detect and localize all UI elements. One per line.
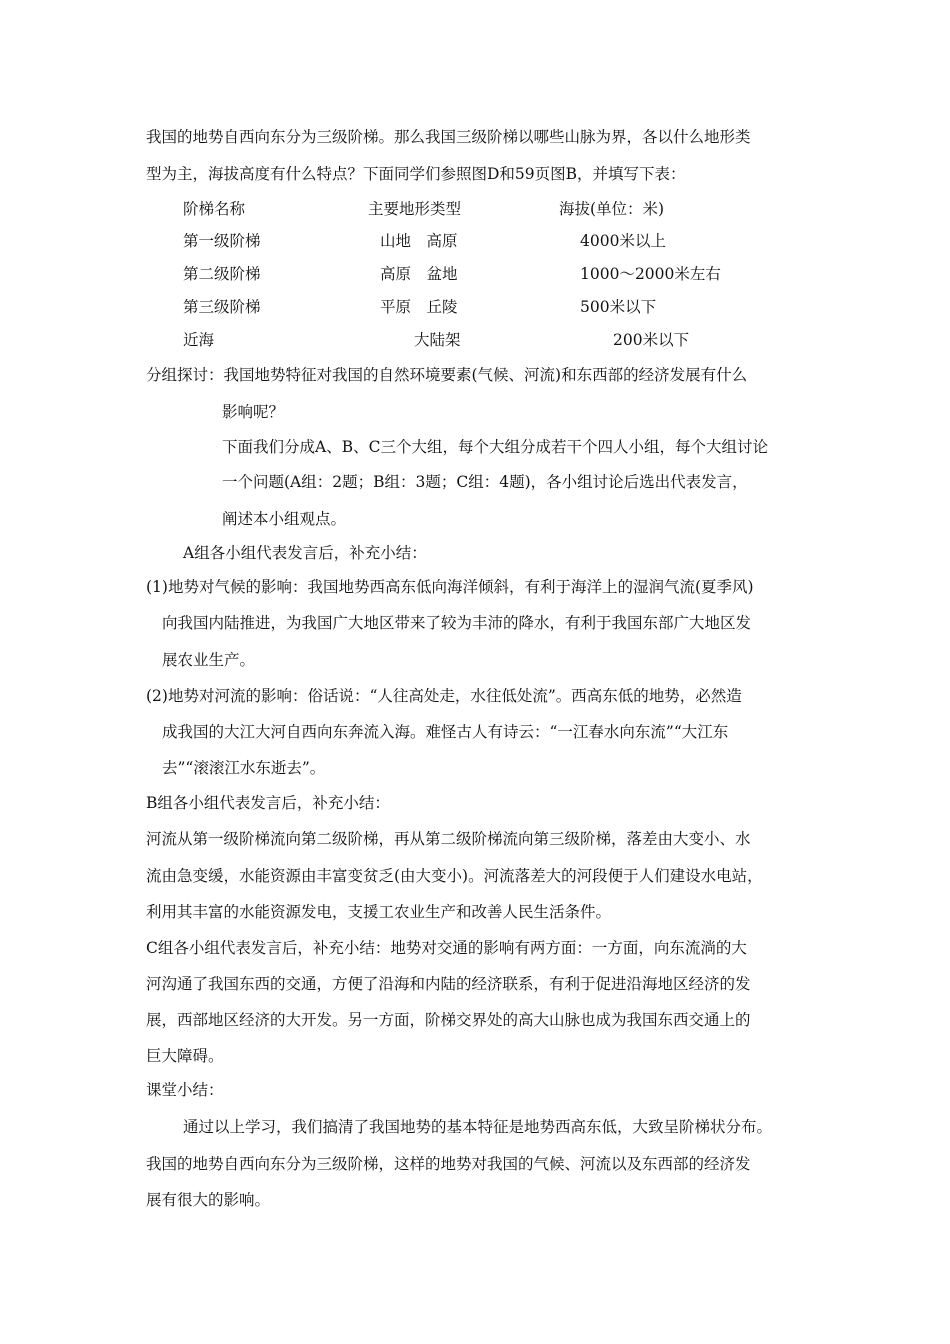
group-a-line: 成我国的大江大河自西向东奔流入海。难怪古人有诗云：“一江春水向东流”“大江东 [162,723,729,741]
table-cell: 第三级阶梯 [183,298,261,316]
group-a-line: (1)地势对气候的影响：我国地势西高东低向海洋倾斜，有利于海洋上的湿润气流(夏季风) [146,578,754,596]
summary-line: 通过以上学习，我们搞清了我国地势的基本特征是地势西高东低，大致呈阶梯状分布。 [183,1118,773,1136]
group-b-line: 河流从第一级阶梯流向第二级阶梯，再从第二级阶梯流向第三级阶梯，落差由大变小、水 [146,830,751,848]
group-c-line: C组各小组代表发言后，补充小结：地势对交通的影响有两方面：一方面，向东流淌的大 [146,939,747,957]
group-a-line: 向我国内陆推进，为我国广大地区带来了较为丰沛的降水，有利于我国东部广大地区发 [162,614,752,632]
discussion-line: 分组探讨：我国地势特征对我国的自然环境要素(气候、河流)和东西部的经济发展有什么 [146,366,748,384]
table-cell: 山地 高原 [380,232,458,250]
table-cell: 大陆架 [414,331,461,349]
intro-line: 我国的地势自西向东分为三级阶梯。那么我国三级阶梯以哪些山脉为界，各以什么地形类 [146,128,751,146]
table-cell: 近海 [183,331,215,349]
group-a-line: 去”“滚滚江水东逝去”。 [162,759,326,777]
group-c-line: 巨大障碍。 [146,1047,224,1065]
header-step-name: 阶梯名称 [183,200,246,218]
discussion-line: 影响呢？ [222,403,285,421]
summary-line: 我国的地势自西向东分为三级阶梯，这样的地势对我国的气候、河流以及东西部的经济发 [146,1155,751,1173]
summary-line: 展有很大的影响。 [146,1191,271,1209]
group-b-line: 利用其丰富的水能资源发电，支援工农业生产和改善人民生活条件。 [146,903,612,921]
intro-line: 型为主，海拔高度有什么特点？下面同学们参照图D和59页图B，并填写下表： [146,165,686,183]
group-c-line: 河沟通了我国东西的交通，方便了沿海和内陆的经济联系，有利于促进沿海地区经济的发 [146,975,751,993]
table-cell: 1000～2000米左右 [580,265,721,283]
header-terrain-type: 主要地形类型 [368,200,462,218]
table-cell: 第二级阶梯 [183,265,261,283]
group-a-line: 展农业生产。 [162,651,256,669]
table-cell: 平原 丘陵 [380,298,458,316]
table-cell: 200米以下 [613,331,690,349]
group-c-line: 展，西部地区经济的大开发。另一方面，阶梯交界处的高大山脉也成为我国东西交通上的 [146,1011,751,1029]
summary-heading: 课堂小结： [146,1081,224,1099]
table-cell: 第一级阶梯 [183,232,261,250]
group-b-line: 流由急变缓，水能资源由丰富变贫乏(由大变小)。河流落差大的河段便于人们建设水电站， [146,867,763,885]
group-a-line: (2)地势对河流的影响：俗话说：“人往高处走，水往低处流”。西高东低的地势，必然造 [146,687,742,705]
discussion-line: 一个问题(A组：2题；B组：3题；C组：4题)，各小组讨论后选出代表发言， [222,473,748,491]
table-cell: 4000米以上 [580,232,666,250]
table-cell: 高原 盆地 [380,265,458,283]
group-b-heading: B组各小组代表发言后，补充小结： [146,794,390,812]
table-cell: 500米以下 [580,298,657,316]
discussion-line: 阐述本小组观点。 [222,510,347,528]
group-a-heading: A组各小组代表发言后，补充小结： [183,544,427,562]
discussion-line: 下面我们分成A、B、C三个大组，每个大组分成若干个四人小组，每个大组讨论 [222,438,768,456]
header-altitude: 海拔(单位：米) [559,200,665,218]
